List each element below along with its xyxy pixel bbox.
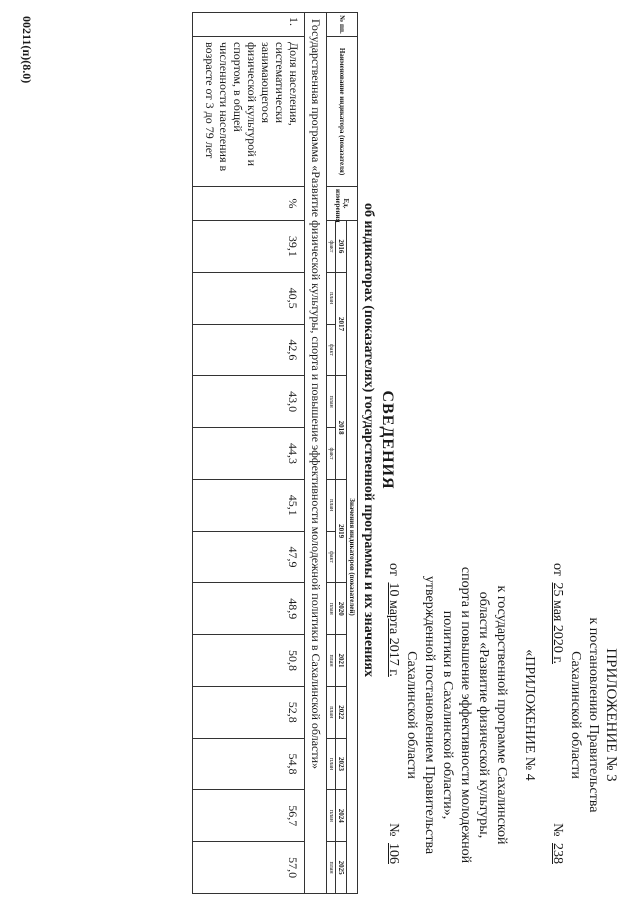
appendix-line-4: политики в Сахалинской области», xyxy=(440,610,455,820)
header-name: Наименование индикатора (показателя) xyxy=(327,37,358,187)
row-value: 44,3 xyxy=(193,428,305,480)
attachment-line-2: Сахалинской области xyxy=(568,651,583,779)
subheader-fact: факт xyxy=(327,428,336,480)
attachment-line-1: к постановлению Правительства xyxy=(586,617,601,813)
row-value: 40,5 xyxy=(193,272,305,324)
heading-subtitle: об индикаторах (показателях) государственной программы и их значениях xyxy=(361,203,376,677)
subheader-plan: план xyxy=(327,686,336,738)
attachment-signature-line xyxy=(548,555,566,875)
attachment-date-prefix: от xyxy=(550,563,565,576)
appendix-title: «ПРИЛОЖЕНИЕ № 4 xyxy=(522,649,537,781)
indicators-table xyxy=(192,12,358,894)
header-values: Значения индикаторов (показателей) xyxy=(347,221,358,894)
attachment-block xyxy=(384,555,620,875)
subheader-fact: факт xyxy=(327,324,336,376)
year-cell: 2021 xyxy=(336,635,347,687)
document-heading xyxy=(360,120,396,760)
row-value: 50,8 xyxy=(193,635,305,687)
row-value: 39,1 xyxy=(193,221,305,273)
subheader-plan: план xyxy=(327,635,336,687)
row-value: 43,0 xyxy=(193,376,305,428)
attachment-title: ПРИЛОЖЕНИЕ № 3 xyxy=(603,648,619,782)
appendix-line-3: спорта и повышение эффективности молодежной xyxy=(458,566,473,864)
year-cell: 2017 xyxy=(336,272,347,376)
year-cell: 2022 xyxy=(336,686,347,738)
header-unit: Ед. измерения xyxy=(327,187,358,221)
appendix-date-prefix: от xyxy=(386,563,401,576)
attachment-number: 238 xyxy=(550,843,565,864)
table-header-row xyxy=(347,13,358,894)
row-value: 45,1 xyxy=(193,479,305,531)
appendix-number: 106 xyxy=(386,843,401,864)
year-cell: 2020 xyxy=(336,583,347,635)
year-cell: 2025 xyxy=(336,842,347,894)
appendix-line-5: утвержденной постановлением Правительства xyxy=(422,575,437,855)
row-value: 48,9 xyxy=(193,583,305,635)
year-cell: 2019 xyxy=(336,479,347,583)
year-cell: 2018 xyxy=(336,376,347,480)
row-value: 54,8 xyxy=(193,738,305,790)
year-cell: 2016 xyxy=(336,221,347,273)
subheader-fact: факт xyxy=(327,531,336,583)
subheader-plan: план xyxy=(327,583,336,635)
appendix-line-2: области «Развитие физической культуры, xyxy=(476,591,491,839)
subheader-plan: план xyxy=(327,376,336,428)
subheader-plan: план xyxy=(327,272,336,324)
row-indicator-name: Доля населения, систематически занимающегося физической культурой и спортом, в общей численности населения в возрасте от 3 до 79 лет xyxy=(193,37,305,187)
appendix-line-6: Сахалинской области xyxy=(404,651,419,779)
appendix-number-label: № xyxy=(386,823,401,837)
heading-title: СВЕДЕНИЯ xyxy=(379,390,396,490)
appendix-date: 10 марта 2017 г. xyxy=(386,582,401,677)
row-value: 42,6 xyxy=(193,324,305,376)
table-row xyxy=(193,13,305,894)
attachment-number-label: № xyxy=(550,823,565,837)
document-code: 00211(п)(8.0) xyxy=(20,16,34,84)
header-num: № пп. xyxy=(327,13,358,37)
row-number: 1. xyxy=(193,13,305,37)
row-value: 56,7 xyxy=(193,790,305,842)
program-row xyxy=(305,13,327,894)
year-cell: 2024 xyxy=(336,790,347,842)
year-cell: 2023 xyxy=(336,738,347,790)
subheader-plan: план xyxy=(327,790,336,842)
row-value: 52,8 xyxy=(193,686,305,738)
row-value: 47,9 xyxy=(193,531,305,583)
subheader-plan: план xyxy=(327,738,336,790)
subheader-fact: факт xyxy=(327,221,336,273)
attachment-date: 25 мая 2020 г. xyxy=(550,582,565,665)
subheader-plan: план xyxy=(327,842,336,894)
row-value: 57,0 xyxy=(193,842,305,894)
appendix-line-1: к государственной программе Сахалинской xyxy=(494,585,509,845)
subheader-plan: план xyxy=(327,479,336,531)
row-unit: % xyxy=(193,187,305,221)
program-title: Государственная программа «Развитие физической культуры, спорта и повышение эффективности молодежной политики в Сахалинской области» xyxy=(305,13,327,894)
